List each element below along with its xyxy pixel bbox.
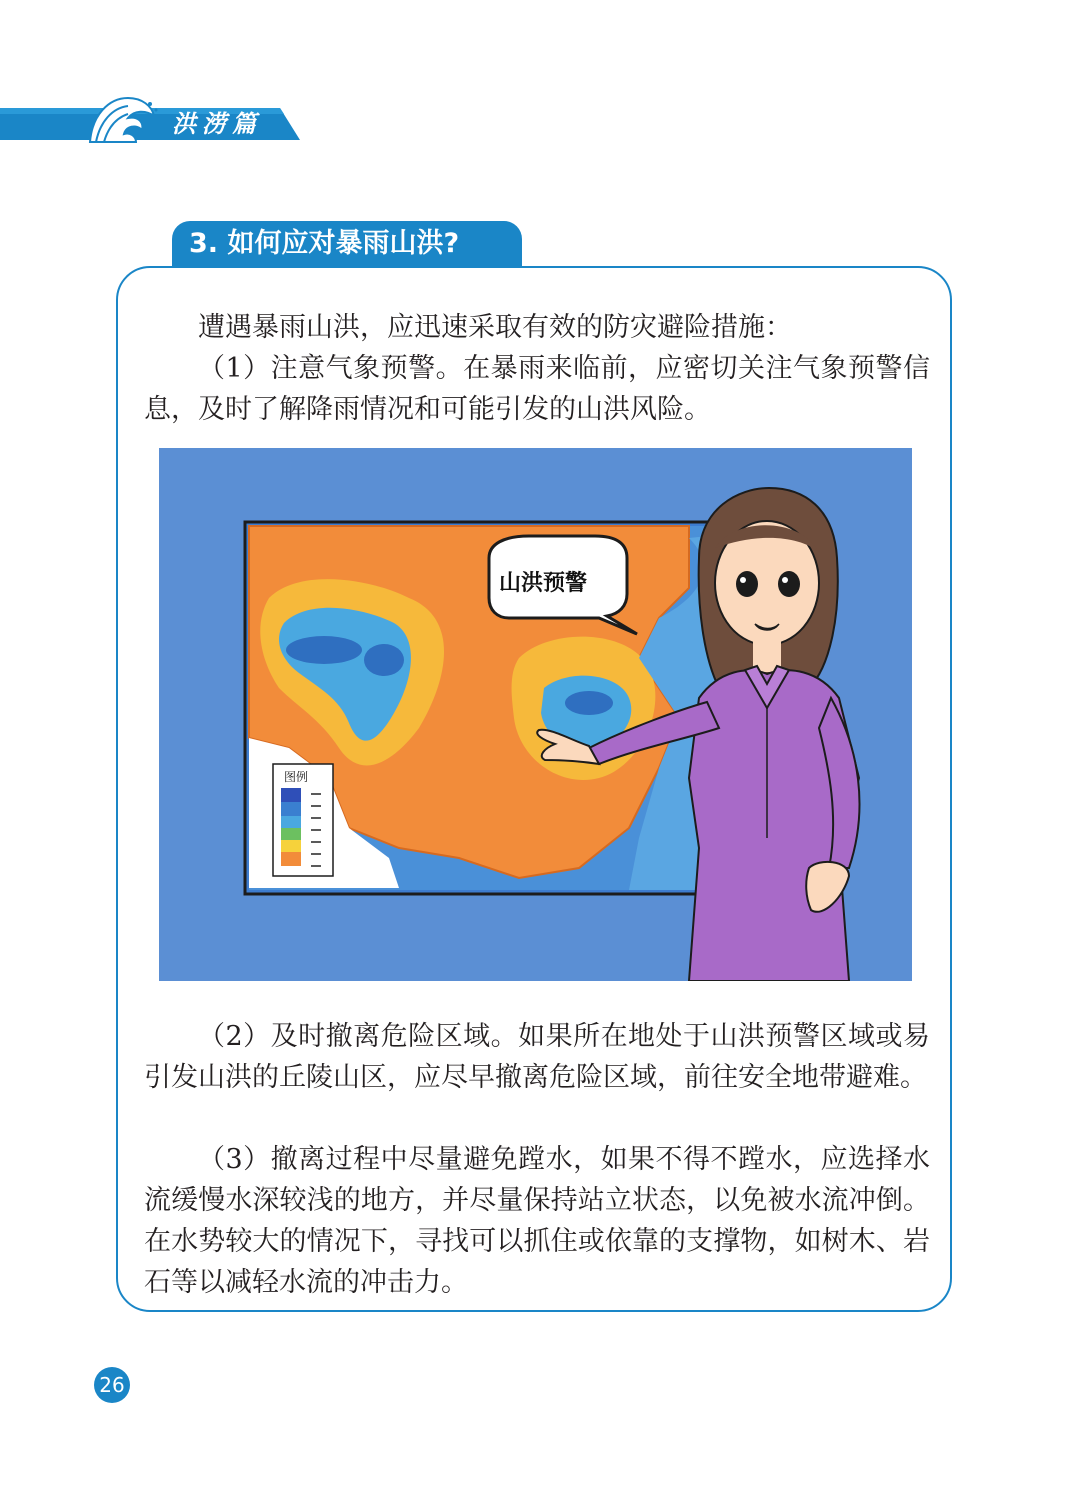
speech-bubble-text: 山洪预警: [498, 571, 587, 596]
section-title: 3. 如何应对暴雨山洪?: [189, 228, 460, 259]
weather-forecast-illustration: [159, 448, 912, 981]
paragraph-3: （3）撤离过程中尽量避免蹚水，如果不得不蹚水，应选择水流缓慢水深较浅的地方，并尽量保持站立状态，以免被水流冲倒。在水势较大的情况下，寻找可以抓住或依靠的支撑物，如树木、岩石等以减轻水流的冲击力。: [144, 1144, 930, 1298]
intro-paragraph: 遭遇暴雨山洪，应迅速采取有效的防灾避险措施：: [198, 312, 792, 343]
chapter-title: 洪涝篇: [172, 110, 262, 138]
paragraph-1: （1）注意气象预警。在暴雨来临前，应密切关注气象预警信息，及时了解降雨情况和可能引发的山洪风险。: [144, 353, 930, 425]
legend-title: 图例: [284, 770, 309, 784]
paragraph-2: （2）及时撤离危险区域。如果所在地处于山洪预警区域或易引发山洪的丘陵山区，应尽早撤离危险区域，前往安全地带避难。: [144, 1021, 930, 1093]
wave-icon: [86, 92, 164, 148]
page-number: 26: [94, 1367, 130, 1403]
